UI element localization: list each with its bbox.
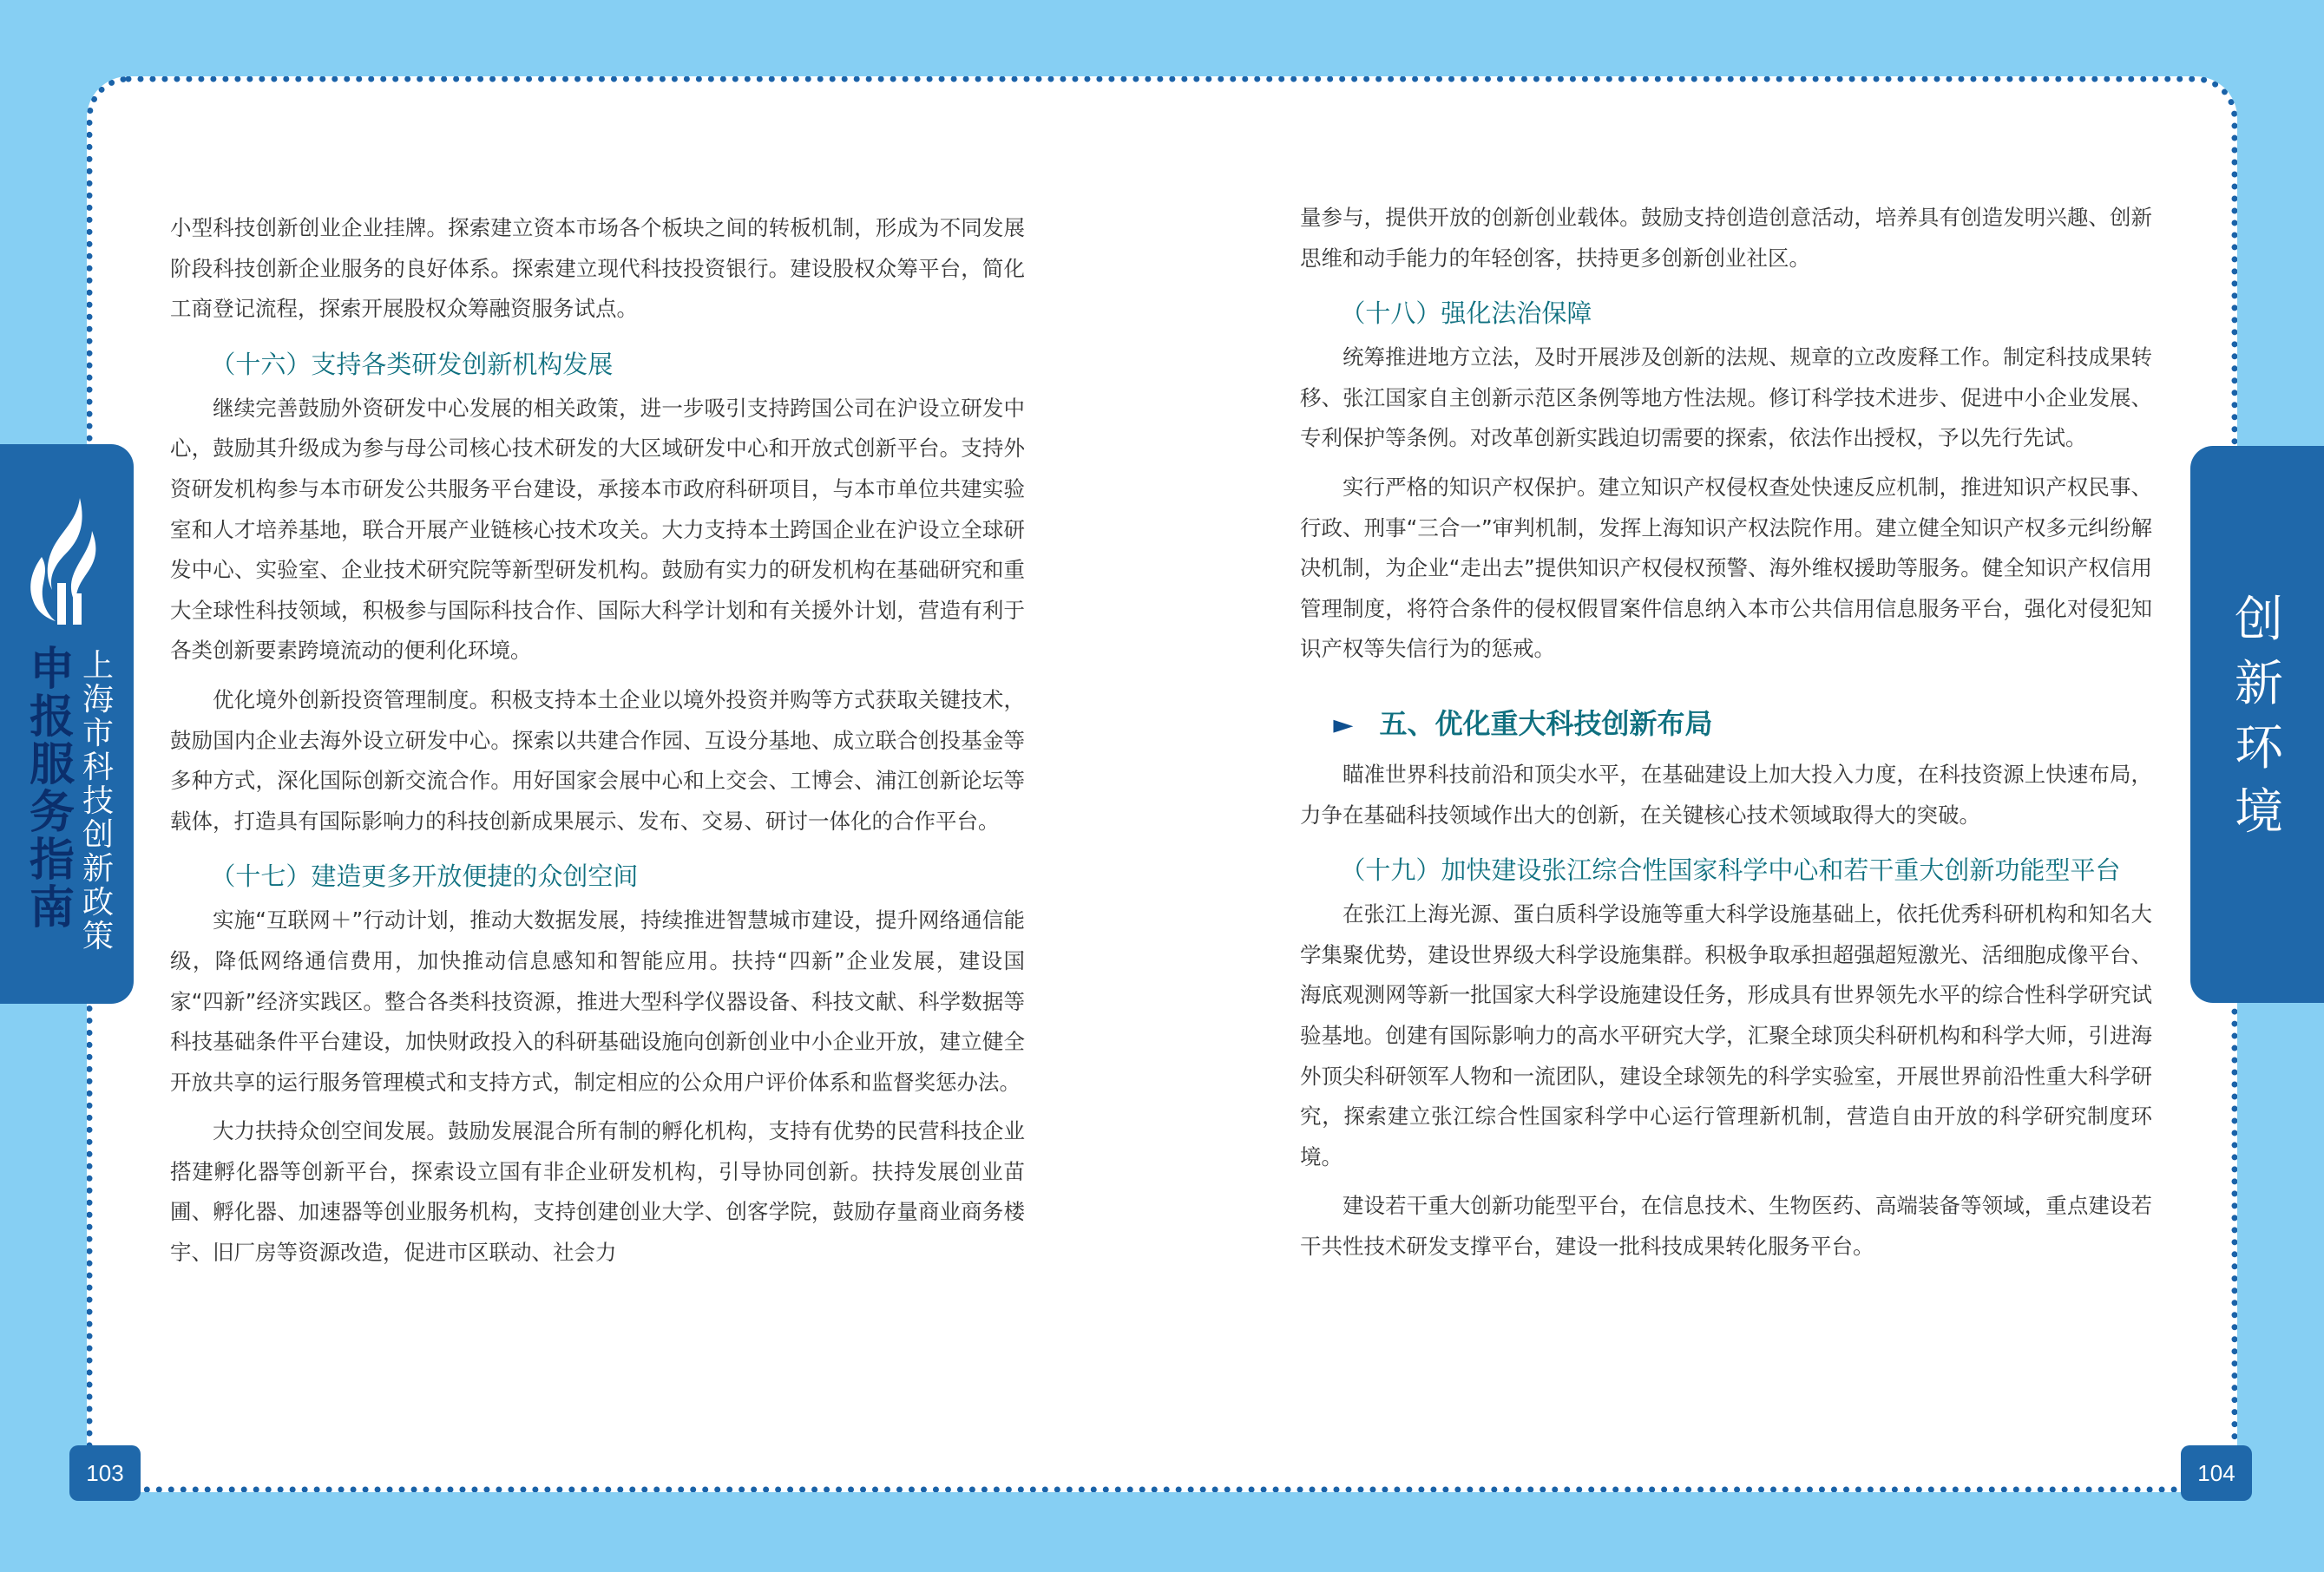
side-title-right: 创新环境 (2235, 592, 2283, 841)
subsection-heading: （十八）强化法治保障 (1340, 298, 1592, 329)
side-title-main: 申报服务指南 (29, 644, 75, 934)
right-page-text (1300, 198, 2152, 1275)
flame-logo-icon (26, 496, 104, 626)
side-title-sub: 上海市科技创新政策 (82, 648, 114, 954)
page-number-left: 103 (69, 1445, 141, 1501)
subsection-heading: （十六）支持各类研发创新机构发展 (210, 349, 614, 379)
subsection-heading: （十九）加快建设张江综合性国家科学中心和若干重大创新功能型平台 (1340, 855, 2121, 886)
triangle-bullet-icon: ► (1333, 709, 1354, 740)
paragraph: 优化境外创新投资管理制度。积极支持本土企业以境外投资并购等方式获取关键技术，鼓励国内企业去海外设立研发中心。探索以共建合作园、互设分基地、成立联合创投基金等多种方式，深化国际创新交流合作。用好国家会展中心和上交会、工博会、浦江创新论坛等载体，打造具有国际影响力的科技创新成果展示、发布、交易、研讨一体化的合作平台。 (170, 686, 1025, 834)
section-heading (1300, 701, 2152, 748)
section-heading-text: 五、优化重大科技创新布局 (1379, 706, 1713, 740)
subsection-heading: （十七）建造更多开放便捷的众创空间 (210, 861, 639, 892)
paragraph: 量参与，提供开放的创新创业载体。鼓励支持创造创意活动，培养具有创造发明兴趣、创新思维和动手能力的年轻创客，扶持更多创新创业社区。 (1300, 205, 2152, 271)
paragraph: 继续完善鼓励外资研发中心发展的相关政策，进一步吸引支持跨国公司在沪设立研发中心，鼓励其升级成为参与母公司核心技术研发的大区域研发中心和开放式创新平台。支持外资研发机构参与本市研发公共服务平台建设，承接本市政府科研项目，与本市单位共建实验室和人才培养基地，联合开展产业链核心技术攻关。大力支持本土跨国企业在沪设立全球研发中心、实验室、企业技术研究院等新型研发机构。鼓励有实力的研发机构在基础研究和重大全球性科技领域，积极参与国际科技合作、国际大科学计划和有关援外计划，营造有利于各类创新要素跨境流动的便利化环境。 (170, 395, 1025, 664)
paragraph: 实行严格的知识产权保护。建立知识产权侵权查处快速反应机制，推进知识产权民事、行政、刑事“三合一”审判机制，发挥上海知识产权法院作用。建立健全知识产权多元纠纷解决机制，为企业“走出去”提供知识产权侵权预警、海外维权援助等服务。健全知识产权信用管理制度，将符合条件的侵权假冒案件信息纳入本市公共信用信息服务平台，强化对侵犯知识产权等失信行为的惩戒。 (1300, 474, 2152, 662)
paragraph: 统筹推进地方立法，及时开展涉及创新的法规、规章的立改废释工作。制定科技成果转移、张江国家自主创新示范区条例等地方性法规。修订科学技术进步、促进中小企业发展、专利保护等条例。对改革创新实践迫切需要的探索，依法作出授权，予以先行先试。 (1300, 344, 2152, 451)
paragraph: 瞄准世界科技前沿和顶尖水平，在基础建设上加大投入力度，在科技资源上快速布局，力争在基础科技领域作出大的创新，在关键核心技术领域取得大的突破。 (1300, 761, 2152, 828)
left-page-text (170, 208, 1025, 1282)
paragraph: 实施“互联网＋”行动计划，推动大数据发展，持续推进智慧城市建设，提升网络通信能级，降低网络通信费用，加快推动信息感知和智能应用。扶持“四新”企业发展，建设国家“四新”经济实践区。整合各类科技资源，推进大型科学仪器设备、科技文献、科学数据等科技基础条件平台建设，加快财政投入的科研基础设施向创新创业中小企业开放，建立健全开放共享的运行服务管理模式和支持方式，制定相应的公众用户评价体系和监督奖惩办法。 (170, 907, 1025, 1095)
side-tab-left (0, 444, 134, 1004)
paragraph: 大力扶持众创空间发展。鼓励发展混合所有制的孵化机构，支持有优势的民营科技企业搭建孵化器等创新平台，探索设立国有非企业研发机构，引导协同创新。扶持发展创业苗圃、孵化器、加速器等创业服务机构，支持创建创业大学、创客学院，鼓励存量商业商务楼宇、旧厂房等资源改造，促进市区联动、社会力 (170, 1118, 1025, 1266)
paragraph: 小型科技创新创业企业挂牌。探索建立资本市场各个板块之间的转板机制，形成为不同发展阶段科技创新企业服务的良好体系。探索建立现代科技投资银行。建设股权众筹平台，简化工商登记流程，探索开展股权众筹融资服务试点。 (170, 215, 1025, 322)
side-tab-right (2190, 446, 2324, 1003)
paragraph: 建设若干重大创新功能型平台，在信息技术、生物医药、高端装备等领域，重点建设若干共性技术研发支撑平台，建设一批科技成果转化服务平台。 (1300, 1193, 2152, 1259)
paragraph: 在张江上海光源、蛋白质科学设施等重大科学设施基础上，依托优秀科研机构和知名大学集聚优势，建设世界级大科学设施集群。积极争取承担超强超短激光、活细胞成像平台、海底观测网等新一批国家大科学设施建设任务，形成具有世界领先水平的综合性科学研究试验基地。创建有国际影响力的高水平研究大学，汇聚全球顶尖科研机构和科学大师，引进海外顶尖科研领军人物和一流团队，建设全球领先的科学实验室，开展世界前沿性重大科学研究，探索建立张江综合性国家科学中心运行管理新机制，营造自由开放的科学研究制度环境。 (1300, 901, 2152, 1169)
page-number-right: 104 (2181, 1445, 2252, 1501)
